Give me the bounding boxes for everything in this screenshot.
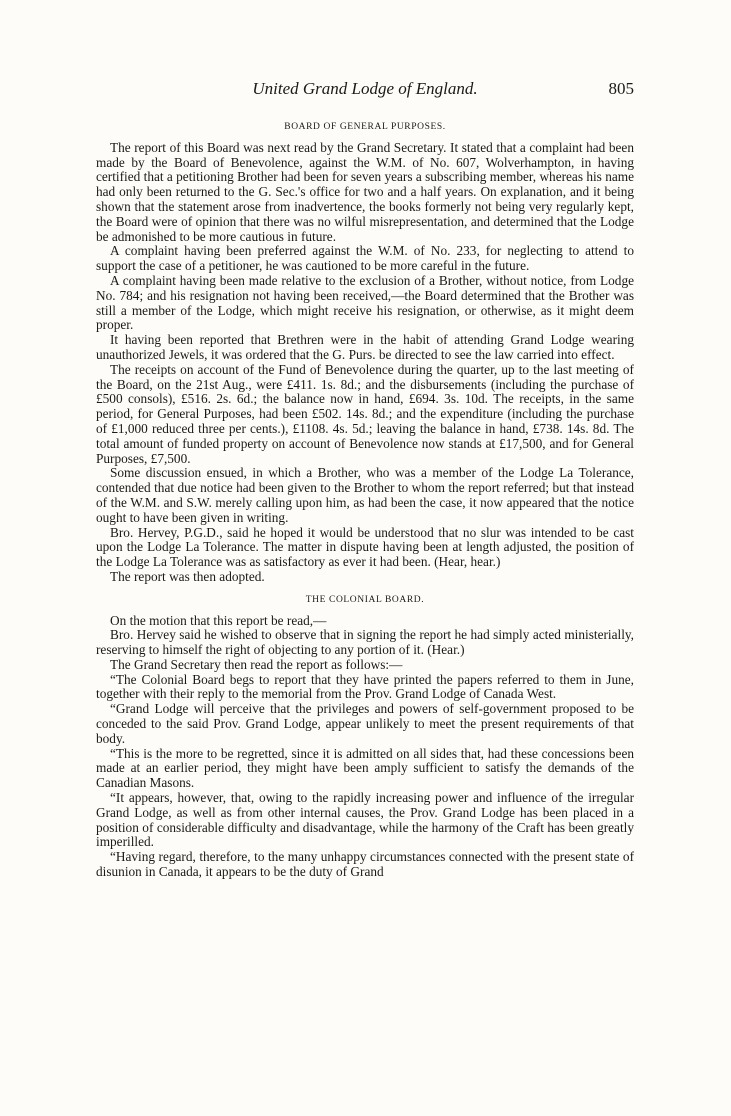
paragraph: The Grand Secretary then read the report as follows:— xyxy=(110,656,403,672)
paragraph: The report of this Board was next read by the Grand Secretary. It stated that a complaint had been made by the Board of Benevolence, against the W.M. of No. 607, Wolverhampton, in having certified that a petitioning Brother had been for seven years a subscribing member, whereas his name had only been returned to the G. Sec.'s office for two and a half years. On explanation, and it being shown that the statement arose from inadvertence, the books formerly not being very regularly kept, the Board were of opinion that there was no wilful misrepresentation, and determined that the Lodge be admonished to be more cautious in future. xyxy=(96,139,634,244)
paragraph: On the motion that this report be read,— xyxy=(110,612,327,628)
paragraph: Bro. Hervey, P.G.D., said he hoped it would be understood that no slur was intended to be cast upon the Lodge La Tolerance. The matter in dispute having been at length adjusted, the position of the Lodge La Tolerance was as satisfactory as ever it had been. (Hear, hear.) xyxy=(96,524,634,570)
paragraph: A complaint having been made relative to the exclusion of a Brother, without notice, from Lodge No. 784; and his resignation not having been received,—the Board determined that the Brother was still a member of the Lodge, which might receive his resignation, or otherwise, as it might deem proper. xyxy=(96,272,634,333)
section-heading-board-of-general-purposes: BOARD OF GENERAL PURPOSES. xyxy=(284,122,446,132)
paragraph: “It appears, however, that, owing to the rapidly increasing power and influence of the irregular Grand Lodge, as well as from other internal causes, the Prov. Grand Lodge has been placed in a position of considerable difficulty and disadvantage, while the harmony of the Craft has been greatly imperilled. xyxy=(96,790,634,850)
article-body xyxy=(96,118,634,880)
section-heading-colonial-board: THE COLONIAL BOARD. xyxy=(305,594,425,605)
running-title: United Grand Lodge of England. xyxy=(252,79,478,98)
running-head xyxy=(96,79,634,101)
page-number: 805 xyxy=(608,79,634,98)
paragraph: “Having regard, therefore, to the many unhappy circumstances connected with the present state of disunion in Canada, it appears to be the duty of Grand xyxy=(96,849,634,880)
paragraph: “Grand Lodge will perceive that the privileges and powers of self-government proposed to be conceded to the said Prov. Grand Lodge, appear unlikely to meet the present requirements of that body. xyxy=(96,701,634,746)
paragraph: “The Colonial Board begs to report that they have printed the papers referred to them in June, together with their reply to the memorial from the Prov. Grand Lodge of Canada West. xyxy=(96,671,634,702)
paragraph: A complaint having been preferred against the W.M. of No. 233, for neglecting to attend to support the case of a petitioner, he was cautioned to be more careful in the future. xyxy=(96,243,634,274)
paragraph: The receipts on account of the Fund of Benevolence during the quarter, up to the last meeting of the Board, on the 21st Aug., were £411. 1s. 8d.; and the disbursements (including the purchase of £500 consols), £516. 2s. 6d.; the balance now in hand, £694. 3s. 10d. The receipts, in the same period, for General Purposes, had been £502. 14s. 8d.; and the expenditure (including the purchase of £1,000 reduced three per cents.), £1108. 4s. 5d.; leaving the balance in hand, £738. 14s. 8d. The total amount of funded property on account of Benevolence now stands at £17,500, and for General Purposes, £7,500. xyxy=(96,361,634,466)
paragraph: “This is the more to be regretted, since it is admitted on all sides that, had these concessions been made at an earlier period, they might have been amply sufficient to satisfy the demands of the Canadian Masons. xyxy=(96,745,634,791)
paragraph: Some discussion ensued, in which a Brother, who was a member of the Lodge La Tolerance, contended that due notice had been given to the Brother to whom the report referred; but that instead of the W.M. and S.W. merely calling upon him, as had been the case, it now appeared that the notice ought to have been given in writing. xyxy=(96,465,634,525)
paragraph: The report was then adopted. xyxy=(110,568,265,584)
paragraph: Bro. Hervey said he wished to observe that in signing the report he had simply acted ministerially, reserving to himself the right of objecting to any portion of it. (Hear.) xyxy=(96,627,634,658)
paragraph: It having been reported that Brethren were in the habit of attending Grand Lodge wearing unauthorized Jewels, it was ordered that the G. Purs. be directed to see the law carried into effect. xyxy=(96,332,634,362)
